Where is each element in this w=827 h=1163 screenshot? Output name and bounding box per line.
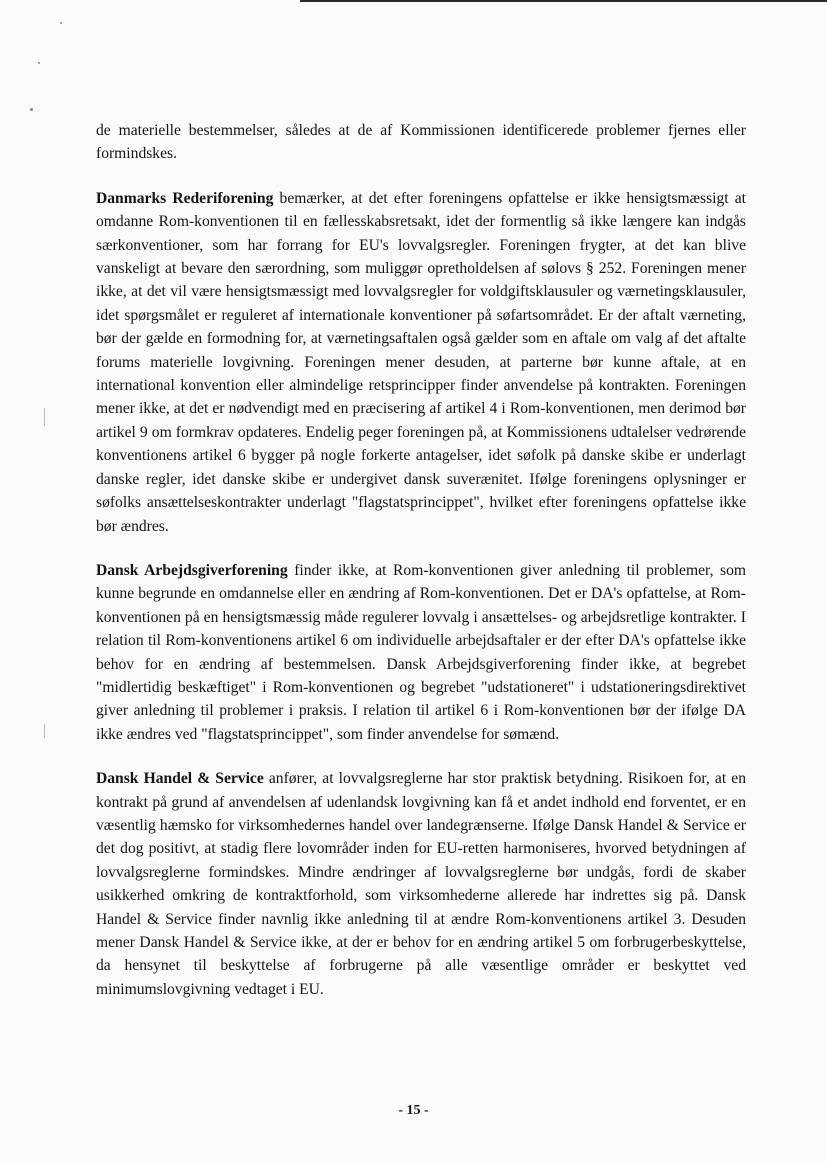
- page-number: - 15 -: [398, 1103, 429, 1118]
- paragraph-dansk-handel-service: [96, 767, 746, 1001]
- scan-edge-line: [300, 0, 827, 2]
- scan-margin-mark: [44, 408, 45, 426]
- paragraph-dansk-arbejdsgiverforening: [96, 559, 746, 746]
- scan-margin-mark: [44, 724, 45, 738]
- paragraph-continuation: [96, 119, 746, 166]
- scan-speck: [38, 62, 40, 64]
- paragraph-text: bemærker, at det efter foreningens opfattelse er ikke hensigtsmæssigt at omdanne Rom-konventionen til en fællesskabsretsakt, idet der formentlig så ikke længere kan indgås særkonventioner, som har forrang for EU's lovvalgsregler. Foreningen frygter, at det kan blive vanskeligt at bevare den særordning, som muliggør opretholdelsen af sølovs § 252. Foreningen mener ikke, at det vil være hensigtsmæssigt med lovvalgsregler for voldgiftsklausuler og værnetingsklausuler, idet spørgsmålet er reguleret af internationale konventioner på søfartsområdet. Er der aftalt værneting, bør der gælde en formodning for, at værnetingsaftalen også gælder som en aftale om valg af det aftalte forums materielle lovgivning. Foreningen mener desuden, at parterne bør kunne aftale, at en international konvention eller almindelige retsprincipper finder anvendelse på kontrakten. Foreningen mener ikke, at det er nødvendigt med en præcisering af artikel 4 i Rom-konventionen, men derimod bør artikel 9 om formkrav opdateres. Endelig peger foreningen på, at Kommissionens udtalelser vedrørende konventionens artikel 6 bygger på nogle forkerte antagelser, idet søfolk på danske skibe er underlagt danske regler, idet danske skibe er undergivet dansk suverænitet. Ifølge foreningens oplysninger er søfolks ansættelseskontrakter underlagt "flagstatsprincippet", hvilket efter foreningens opfattelse ikke bør ændres.: [96, 189, 746, 535]
- organization-name: Danmarks Rederiforening: [96, 189, 274, 207]
- scan-speck: [30, 108, 33, 111]
- paragraph-text: anfører, at lovvalgsreglerne har stor praktisk betydning. Risikoen for, at en kontrakt på grund af anvendelsen af udenlandsk lovgivning kan få et andet indhold end forventet, er en væsentlig hæmsko for virksomhedernes handel over landegrænserne. Ifølge Dansk Handel & Service er det dog positivt, at stadig flere lovområder inden for EU-retten harmoniseres, hvorved betydningen af lovvalgsreglerne formindskes. Mindre ændringer af lovvalgsreglerne bør undgås, fordi de skaber usikkerhed omkring de kontraktforhold, som virksomhederne allerede har indrettes sig på. Dansk Handel & Service finder navnlig ikke anledning til at ændre Rom-konventionens artikel 3. Desuden mener Dansk Handel & Service ikke, at der er behov for en ændring artikel 5 om forbrugerbeskyttelse, da hensynet til beskyttelse af forbrugerne på alle væsentlige områder er beskyttet ved minimumslovgivning vedtaget i EU.: [96, 770, 747, 998]
- organization-name: Dansk Handel & Service: [96, 770, 264, 788]
- paragraph-text: de materielle bestemmelser, således at de af Kommissionen identificerede problemer fjernes eller formindskes.: [96, 122, 746, 163]
- paragraph-danmarks-rederiforening: [96, 187, 746, 538]
- organization-name: Dansk Arbejdsgiverforening: [96, 561, 288, 579]
- document-page: [96, 119, 746, 1001]
- paragraph-text: finder ikke, at Rom-konventionen giver anledning til problemer, som kunne begrunde en omdannelse eller en ændring af Rom-konventionen. Det er DA's opfattelse, at Rom-konventionen på en hensigtsmæssig måde regulerer lovvalg i ansættelses- og arbejdsretlige kontrakter. I relation til Rom-konventionens artikel 6 om individuelle arbejdsaftaler er der efter DA's opfattelse ikke behov for en ændring af bestemmelsen. Dansk Arbejdsgiverforening finder ikke, at begrebet "midlertidig beskæftiget" i Rom-konventionen og begrebet "udstationeret" i udstationeringsdirektivet giver anledning til problemer i praksis. I relation til artikel 6 i Rom-konventionen bør der ifølge DA ikke ændres ved "flagstatsprincippet", som finder anvendelse for sømænd.: [96, 561, 746, 743]
- scan-speck: [60, 22, 62, 24]
